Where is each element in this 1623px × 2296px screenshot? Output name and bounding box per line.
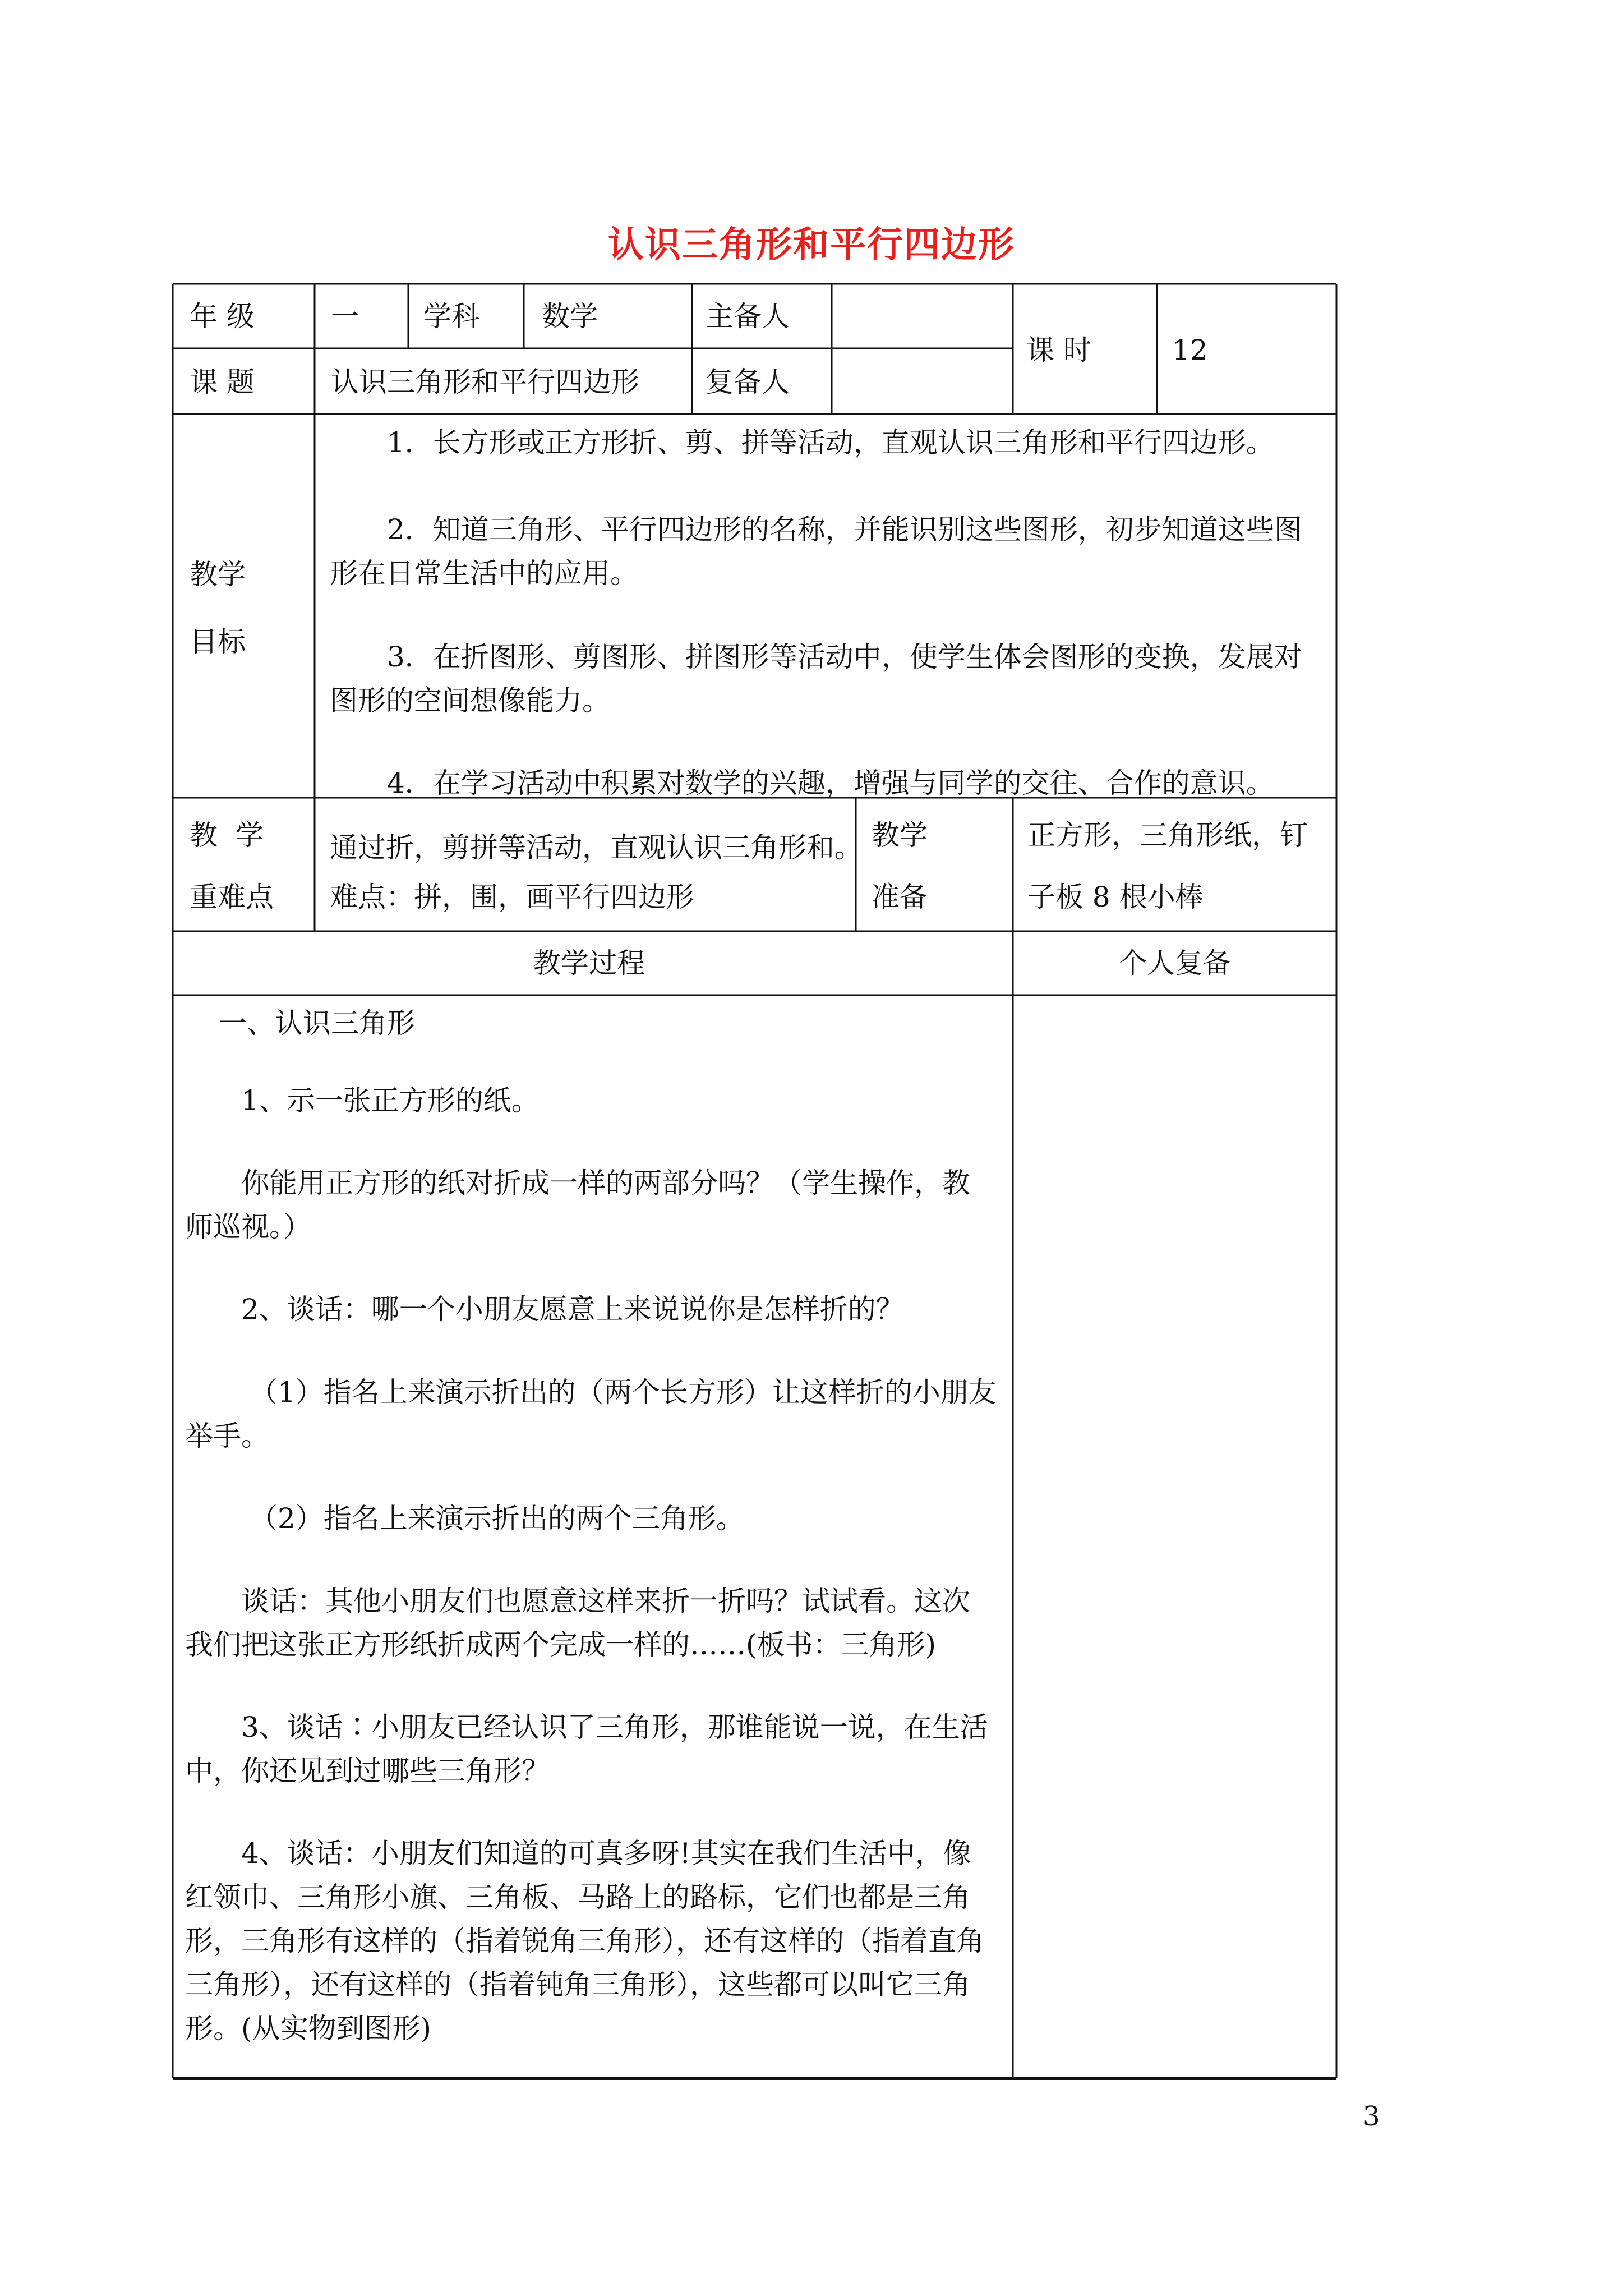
process-line: （1）指名上来演示折出的（两个长方形）让这样折的小朋友 <box>250 1376 997 1409</box>
process-line: 谈话：其他小朋友们也愿意这样来折一折吗？试试看。这次 <box>241 1585 970 1617</box>
page-number: 3 <box>1363 2101 1380 2132</box>
process-line: 师巡视。） <box>185 1211 311 1243</box>
personal-review-header: 个人复备 <box>1119 947 1231 979</box>
period-value: 12 <box>1172 334 1208 366</box>
period-label: 课 时 <box>1026 334 1091 366</box>
process-line: 3、谈话∶小朋友已经认识了三角形，那谁能说一说，在生活 <box>241 1711 988 1743</box>
process-line: 2、谈话：哪一个小朋友愿意上来说说你是怎样折的？ <box>241 1293 904 1326</box>
preparation-line1: 正方形，三角形纸，钉 <box>1027 819 1308 852</box>
objective-item: 2．知道三角形、平行四边形的名称，并能识别这些图形，初步知道这些图 <box>387 513 1302 546</box>
objective-item: 3．在折图形、剪图形、拼图形等活动中，使学生体会图形的变换，发展对 <box>387 641 1302 673</box>
topic-label: 课 题 <box>190 366 255 398</box>
preparation-label-line2: 准备 <box>872 881 928 913</box>
preparation-label-line1: 教学 <box>872 819 928 852</box>
key-points-label-line1: 教 学 <box>190 819 264 852</box>
process-line: （2）指名上来演示折出的两个三角形。 <box>250 1502 744 1535</box>
process-header: 教学过程 <box>533 947 645 979</box>
subject-value: 数学 <box>542 300 598 333</box>
objective-item: 图形的空间想像能力。 <box>330 684 610 717</box>
process-line: 举手。 <box>185 1420 269 1452</box>
objectives-label-line1: 教学 <box>190 558 246 591</box>
process-line: 红领巾、三角形小旗、三角板、马路上的路标，它们也都是三角 <box>185 1881 970 1913</box>
objective-item: 形在日常生活中的应用。 <box>330 557 638 590</box>
grade-label: 年 级 <box>190 300 255 333</box>
co-preparer-label: 复备人 <box>706 366 790 398</box>
subject-label: 学科 <box>423 300 479 333</box>
objective-item: 1．长方形或正方形折、剪、拼等活动，直观认识三角形和平行四边形。 <box>387 426 1274 459</box>
process-line: 形。(从实物到图形) <box>185 2012 432 2045</box>
key-points-line1: 通过折，剪拼等活动，直观认识三角形和。 <box>330 831 863 864</box>
topic-value: 认识三角形和平行四边形 <box>331 366 639 398</box>
process-line: 1、示一张正方形的纸。 <box>241 1084 540 1117</box>
preparation-line2: 子板 8 根小棒 <box>1027 881 1204 913</box>
process-line: 中，你还见到过哪些三角形？ <box>185 1755 550 1787</box>
main-preparer-label: 主备人 <box>706 300 790 333</box>
process-line: 我们把这张正方形纸折成两个完成一样的……(板书：三角形) <box>185 1628 937 1661</box>
key-points-label-line2: 重难点 <box>190 881 274 913</box>
process-line: 你能用正方形的纸对折成一样的两部分吗？（学生操作，教 <box>241 1167 970 1199</box>
objective-item: 4．在学习活动中积累对数学的兴趣，增强与同学的交往、合作的意识。 <box>387 767 1274 799</box>
objectives-label-line2: 目标 <box>190 625 246 658</box>
grade-value: 一 <box>331 300 359 333</box>
key-points-line2: 难点：拼，围，画平行四边形 <box>330 881 694 913</box>
process-line: 三角形），还有这样的（指着钝角三角形），这些都可以叫它三角 <box>185 1968 970 2001</box>
document-title: 认识三角形和平行四边形 <box>608 224 1015 266</box>
process-line: 形，三角形有这样的（指着锐角三角形），还有这样的（指着直角 <box>185 1925 984 1957</box>
process-line: 一、认识三角形 <box>219 1007 415 1039</box>
process-line: 4、谈话：小朋友们知道的可真多呀!其实在我们生活中，像 <box>241 1837 971 1870</box>
